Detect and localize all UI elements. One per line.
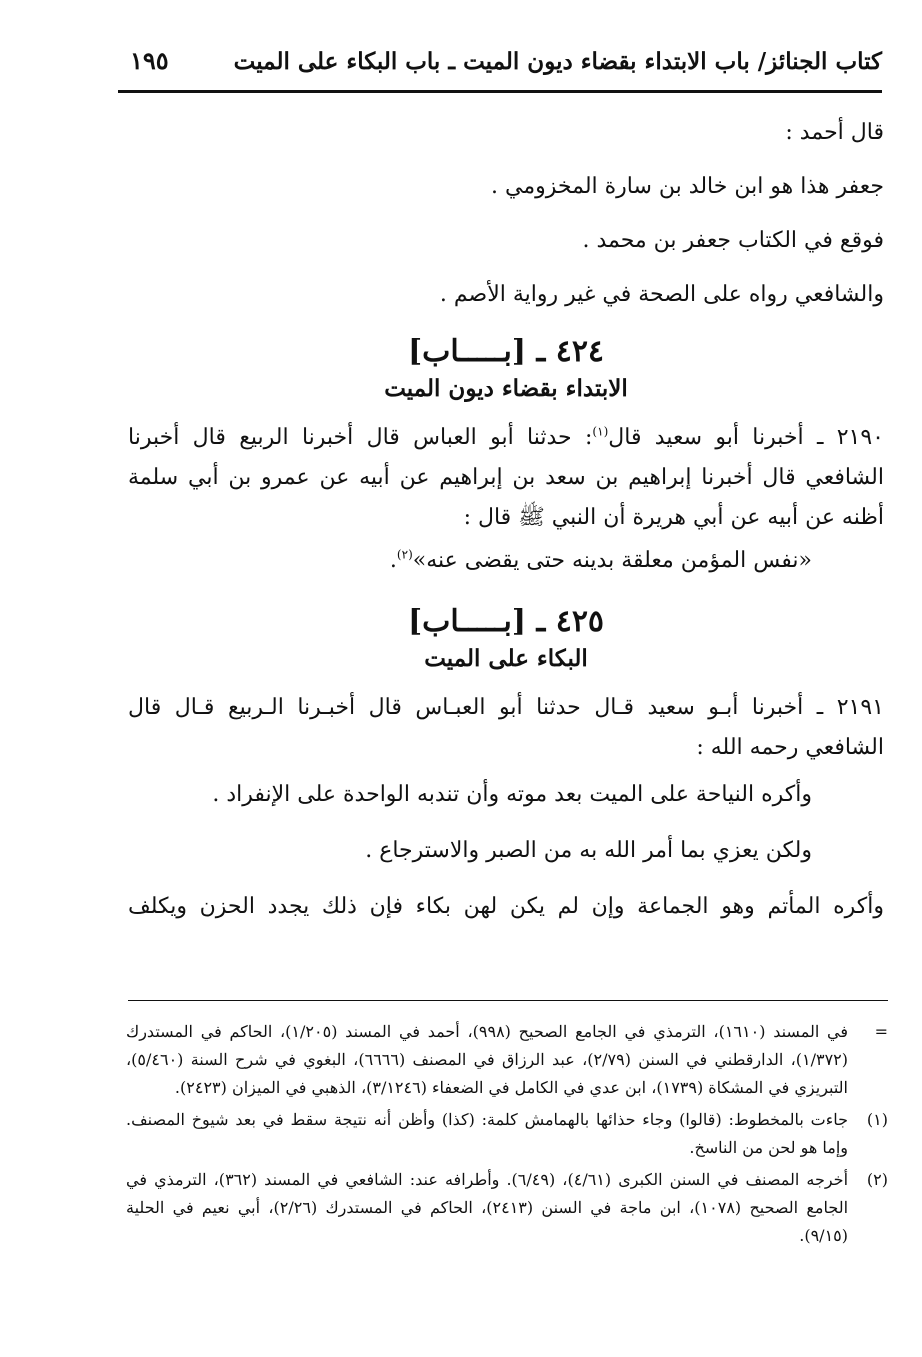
quote-text: «نفس المؤمن معلقة بدينه حتى يقضى عنه» [412, 548, 812, 573]
running-title: كتاب الجنائز/ باب الابتداء بقضاء ديون الميت ـ باب البكاء على الميت [233, 48, 882, 75]
footnote [126, 1166, 888, 1250]
hadith-opening: ٢١٩٠ ـ أخبرنا أبو سعيد قال [608, 425, 884, 450]
footnote [126, 1018, 888, 1102]
footnote-mark: (١) [866, 1110, 888, 1129]
text-line: وأكره النياحة على الميت بعد موته وأن تندبه الواحدة على الإنفراد . [212, 782, 812, 807]
main-text [128, 118, 884, 922]
hadith-quote [128, 546, 884, 576]
hadith-chain: : حدثنا أبو العباس قال أخبرنا الربيع قال أخبرنا الشافعي قال أخبرنا إبراهيم بن سعد بن إبراهيم عن أبيه عن عمرو بن أبي سلمة أظنه عن أبيه عن أبي هريرة أن النبي ﷺ قال : [128, 425, 884, 530]
intro-line: قال أحمد : [785, 120, 884, 145]
footnote-mark: = [874, 1022, 888, 1041]
text-line: وأكره المأتم وهو الجماعة وإن لم يكن لهن بكاء فإن ذلك يجدد الحزن ويكلف [128, 894, 884, 919]
intro-line: جعفر هذا هو ابن خالد بن سارة المخزومي . [491, 174, 884, 199]
footnote-text: جاءت بالمخطوط: (قالوا) وجاء حذائها بالهمامش كلمة: (كذا) وأظن أنه نتيجة سقط في بعد شيوخ المصنف. وإما هو لحن من الناسخ. [126, 1110, 848, 1157]
footnotes [126, 1018, 888, 1254]
intro-line: فوقع في الكتاب جعفر بن محمد . [582, 228, 884, 253]
chapter-number: ٤٢٤ ـ [بـــــاب] [407, 334, 605, 369]
chapter-number: ٤٢٥ ـ [بـــــاب] [407, 604, 605, 639]
intro-line: والشافعي رواه على الصحة في غير رواية الأصم . [439, 282, 884, 307]
text-line: ولكن يعزي بما أمر الله به من الصبر والاسترجاع . [365, 838, 812, 863]
hadith-paragraph [128, 418, 884, 538]
hadith-paragraph: ٢١٩١ ـ أخبرنا أبـو سعيد قـال حدثنا أبو العبـاس قال أخبـرنا الـربيع قـال قال الشافعي رحمه الله : [128, 695, 884, 760]
footnote [126, 1106, 888, 1162]
page-number: ١٩٥ [130, 46, 169, 75]
chapter-title: البكاء على الميت [424, 645, 588, 672]
footnote-mark: (٢) [866, 1170, 888, 1189]
footnote-text: في المسند (١٦١٠)، الترمذي في الجامع الصحيح (٩٩٨)، أحمد في المسند (١/٢٠٥)، الحاكم في المستدرك (١/٣٧٢)، الدارقطني في السنن (٢/٧٩)، عبد الرزاق في المصنف (٦٦٦٦)، البغوي في شرح السنة (٥/٤٦٠)، التبريزي في المشكاة (١٧٣٩)، ابن عدي في الكامل في الضعفاء (٣/١٢٤٦)، الذهبي في الميزان (٢٤٢٣). [126, 1022, 849, 1097]
footnote-text: أخرجه المصنف في السنن الكبرى (٤/٦١)، (٦/٤٩). وأطرافه عند: الشافعي في المسند (٣٦٢)، الترمذي في الجامع الصحيح (١٠٧٨)، ابن ماجة في السنن (٢٤١٣)، الحاكم في المستدرك (٢/٢٦)، أبي نعيم في الحلية (٩/١٥). [126, 1170, 849, 1245]
footnote-marker: (١) [592, 424, 609, 439]
quote-end: . [389, 548, 397, 573]
footnote-divider [128, 1000, 888, 1001]
footnote-marker: (٢) [396, 547, 413, 562]
page-header [118, 42, 882, 93]
chapter-title: الابتداء بقضاء ديون الميت [384, 375, 628, 402]
